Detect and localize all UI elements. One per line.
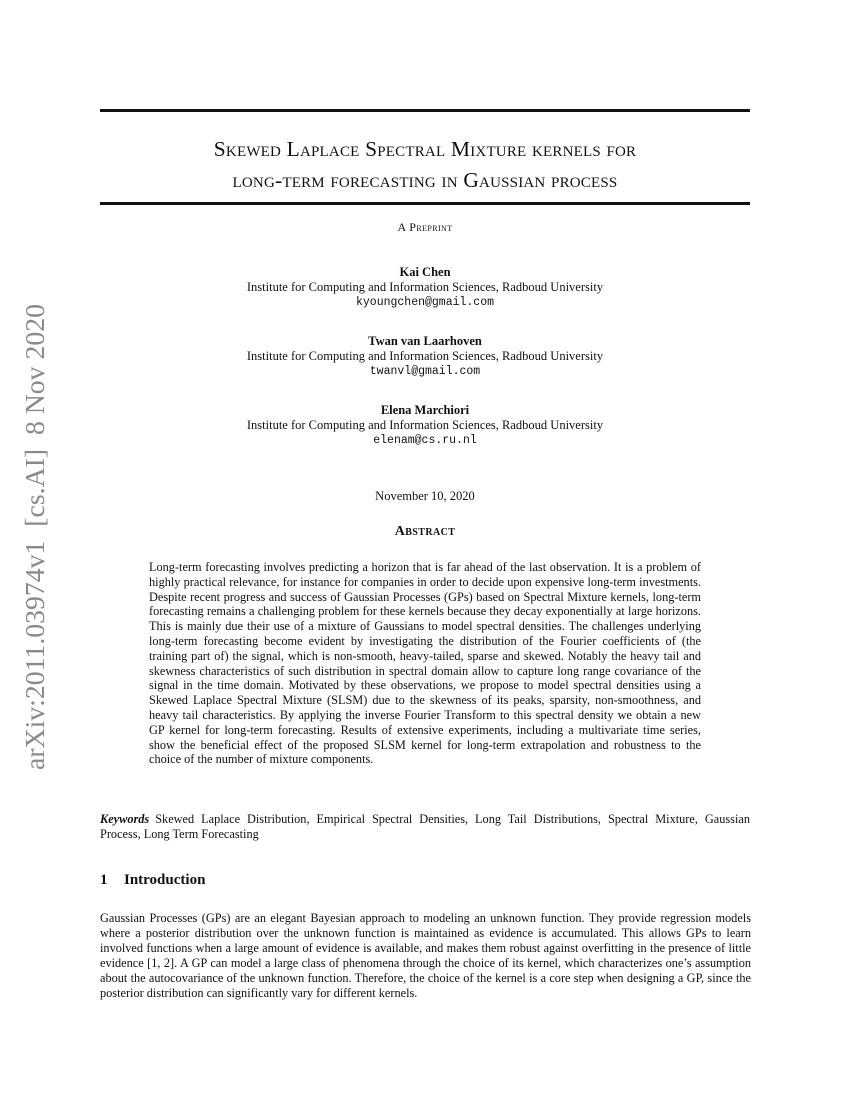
author-affiliation: Institute for Computing and Information Sciences, Radboud University	[246, 349, 604, 363]
keywords-block	[100, 812, 750, 842]
author-email: twanvl@gmail.com	[369, 365, 481, 378]
abstract-heading: Abstract	[394, 524, 456, 539]
title-line-1: Skewed Laplace Spectral Mixture kernels for	[213, 137, 637, 161]
author-affiliation: Institute for Computing and Information Sciences, Radboud University	[246, 418, 604, 432]
title-top-rule	[100, 109, 750, 112]
author-name: Kai Chen	[399, 265, 451, 279]
keywords-text: Skewed Laplace Distribution, Empirical Spectral Densities, Long Tail Distributions, Spectral Mixture, Gaussian Process, Long Term Forecasting	[100, 812, 750, 841]
introduction-paragraph: Gaussian Processes (GPs) are an elegant Bayesian approach to modeling an unknown function. They provide regression models where a posterior distribution over the unknown function is maintained as evidence is accumulated. This allows GPs to learn involved functions when a large amount of evidence is available, and makes them robust against overfitting in the presence of little evidence [1, 2]. A GP can model a large class of phenomena through the choice of its kernel, which characterizes one’s assumption about the autocovariance of the unknown function. Therefore, the choice of the kernel is a core step when designing a GP, since the posterior distribution can significantly vary for different kernels.	[100, 911, 751, 1000]
abstract-text: Long-term forecasting involves predicting a horizon that is far ahead of the last observation. It is a problem of highly practical relevance, for instance for companies in order to decide upon expensive long-term investments. Despite recent progress and success of Gaussian Processes (GPs) based on Spectral Mixture kernels, long-term forecasting remains a challenging problem for these kernels because they decay exponentially at large horizons. This is mainly due their use of a mixture of Gaussians to model spectral densities. The challenges underlying long-term forecasting become evident by investigating the distribution of the Fourier coefficients of (the training part of) the signal, which is non-smooth, heavy-tailed, sparse and skewed. Notably the heavy tail and skewness characteristics of such distribution in spectral domain allow to capture long range covariance of the signal in the time domain. Motivated by these observations, we propose to model spectral densities using a Skewed Laplace Spectral Mixture (SLSM) due to the skewness of its peaks, sparsity, non-smoothness, and heavy tail characteristics. By applying the inverse Fourier Transform to this spectral density we obtain a new GP kernel for long-term forecasting. Results of extensive experiments, including a multivariate time series, show the beneficial effect of the proposed SLSM kernel for long-term extrapolation and robustness to the choice of the number of mixture components.	[149, 560, 701, 767]
section-number: 1	[100, 872, 108, 888]
arxiv-identifier-stamp	[10, 300, 56, 770]
preprint-label: A Preprint	[397, 220, 453, 234]
arxiv-stamp-text: arXiv:2011.03974v1 [cs.AI] 8 Nov 2020	[19, 308, 50, 770]
author-name: Twan van Laarhoven	[368, 334, 482, 348]
publication-date: November 10, 2020	[375, 489, 475, 503]
title-line-2: long-term forecasting in Gaussian process	[232, 168, 618, 192]
author-block-1	[100, 265, 750, 310]
section-heading-introduction	[100, 872, 205, 889]
title-bottom-rule	[100, 202, 750, 205]
section-title: Introduction	[124, 872, 206, 888]
author-email: kyoungchen@gmail.com	[355, 296, 495, 309]
author-block-2	[100, 334, 750, 379]
author-block-3	[100, 403, 750, 448]
paper-title	[100, 134, 750, 196]
author-email: elenam@cs.ru.nl	[373, 434, 477, 447]
author-name: Elena Marchiori	[380, 403, 470, 417]
keywords-label: Keywords	[100, 812, 150, 826]
author-affiliation: Institute for Computing and Information Sciences, Radboud University	[246, 280, 604, 294]
